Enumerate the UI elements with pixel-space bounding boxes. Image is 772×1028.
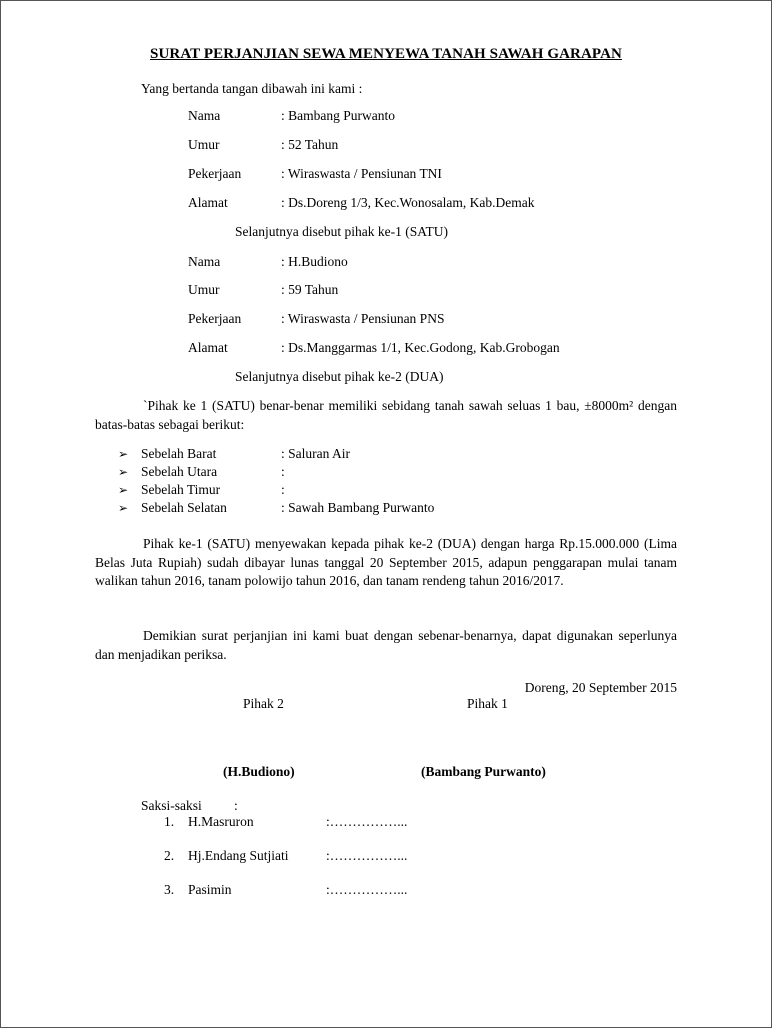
party1-name-label: Nama [188,108,221,123]
party2-age-value: : 59 Tahun [281,282,339,297]
witness-number: 2. [164,848,175,863]
witness-name: Hj.Endang Sutjiati [188,848,289,863]
party1-designation: Selanjutnya disebut pihak ke-1 (SATU) [235,224,448,239]
closing-paragraph: Demikian surat perjanjian ini kami buat dengan sebenar-benarnya, dapat digunakan seperlunya dan menjadikan periksa. [95,628,677,662]
party2-age-label: Umur [188,282,220,297]
party2-job-label: Pekerjaan [188,311,242,326]
border-east-value: : [281,482,285,497]
arrow-bullet-icon: ➢ [118,483,129,497]
party1-address-value: : Ds.Doreng 1/3, Kec.Wonosalam, Kab.Demak [281,195,535,210]
signature-right-name: (Bambang Purwanto) [421,764,546,779]
arrow-bullet-icon: ➢ [118,447,129,461]
border-east-label: Sebelah Timur [141,482,221,497]
party2-job-value: : Wiraswasta / Pensiunan PNS [281,311,445,326]
witnesses-colon: : [234,798,238,813]
signature-left-role: Pihak 2 [243,696,284,711]
arrow-bullet-icon: ➢ [118,501,129,515]
party1-job-label: Pekerjaan [188,166,242,181]
witness-number: 1. [164,814,175,829]
party2-address-label: Alamat [188,340,228,355]
party1-age-value: : 52 Tahun [281,137,339,152]
border-north-label: Sebelah Utara [141,464,218,479]
border-west-label: Sebelah Barat [141,446,217,461]
land-ownership-paragraph: `Pihak ke 1 (SATU) benar-benar memiliki sebidang tanah sawah seluas 1 bau, ±8000m² dengan batas-batas sebagai berikut: [95,398,677,432]
border-north-value: : [281,464,285,479]
witness-name: Pasimin [188,882,232,897]
witness-signature-line: :……………... [326,814,408,829]
arrow-bullet-icon: ➢ [118,465,129,479]
party1-age-label: Umur [188,137,220,152]
signature-right-role: Pihak 1 [467,696,508,711]
border-west-value: : Saluran Air [281,446,350,461]
witness-signature-line: :……………... [326,848,408,863]
document-title: SURAT PERJANJIAN SEWA MENYEWA TANAH SAWAH GARAPAN [150,46,622,62]
lease-terms-paragraph: Pihak ke-1 (SATU) menyewakan kepada pihak ke-2 (DUA) dengan harga Rp.15.000.000 (Lima Belas Juta Rupiah) sudah dibayar lunas tanggal 20 September 2015, adapun penggarapan mulai tanam walikan tahun 2016, tanam polowijo tahun 2016, dan tanam rendeng tahun 2016/2017. [95,536,677,588]
witness-name: H.Masruron [188,814,254,829]
party2-name-label: Nama [188,254,221,269]
witnesses-heading: Saksi-saksi [141,798,202,813]
border-south-value: : Sawah Bambang Purwanto [281,500,435,515]
party1-job-value: : Wiraswasta / Pensiunan TNI [281,166,442,181]
witness-signature-line: :……………... [326,882,408,897]
signature-left-name: (H.Budiono) [223,764,295,779]
party2-designation: Selanjutnya disebut pihak ke-2 (DUA) [235,369,444,384]
party2-address-value: : Ds.Manggarmas 1/1, Kec.Godong, Kab.Grobogan [281,340,560,355]
party2-name-value: : H.Budiono [281,254,348,269]
border-south-label: Sebelah Selatan [141,500,227,515]
place-date: Doreng, 20 September 2015 [524,680,677,695]
party1-address-label: Alamat [188,195,228,210]
intro-text: Yang bertanda tangan dibawah ini kami : [141,81,363,96]
witness-number: 3. [164,882,175,897]
party1-name-value: : Bambang Purwanto [281,108,395,123]
